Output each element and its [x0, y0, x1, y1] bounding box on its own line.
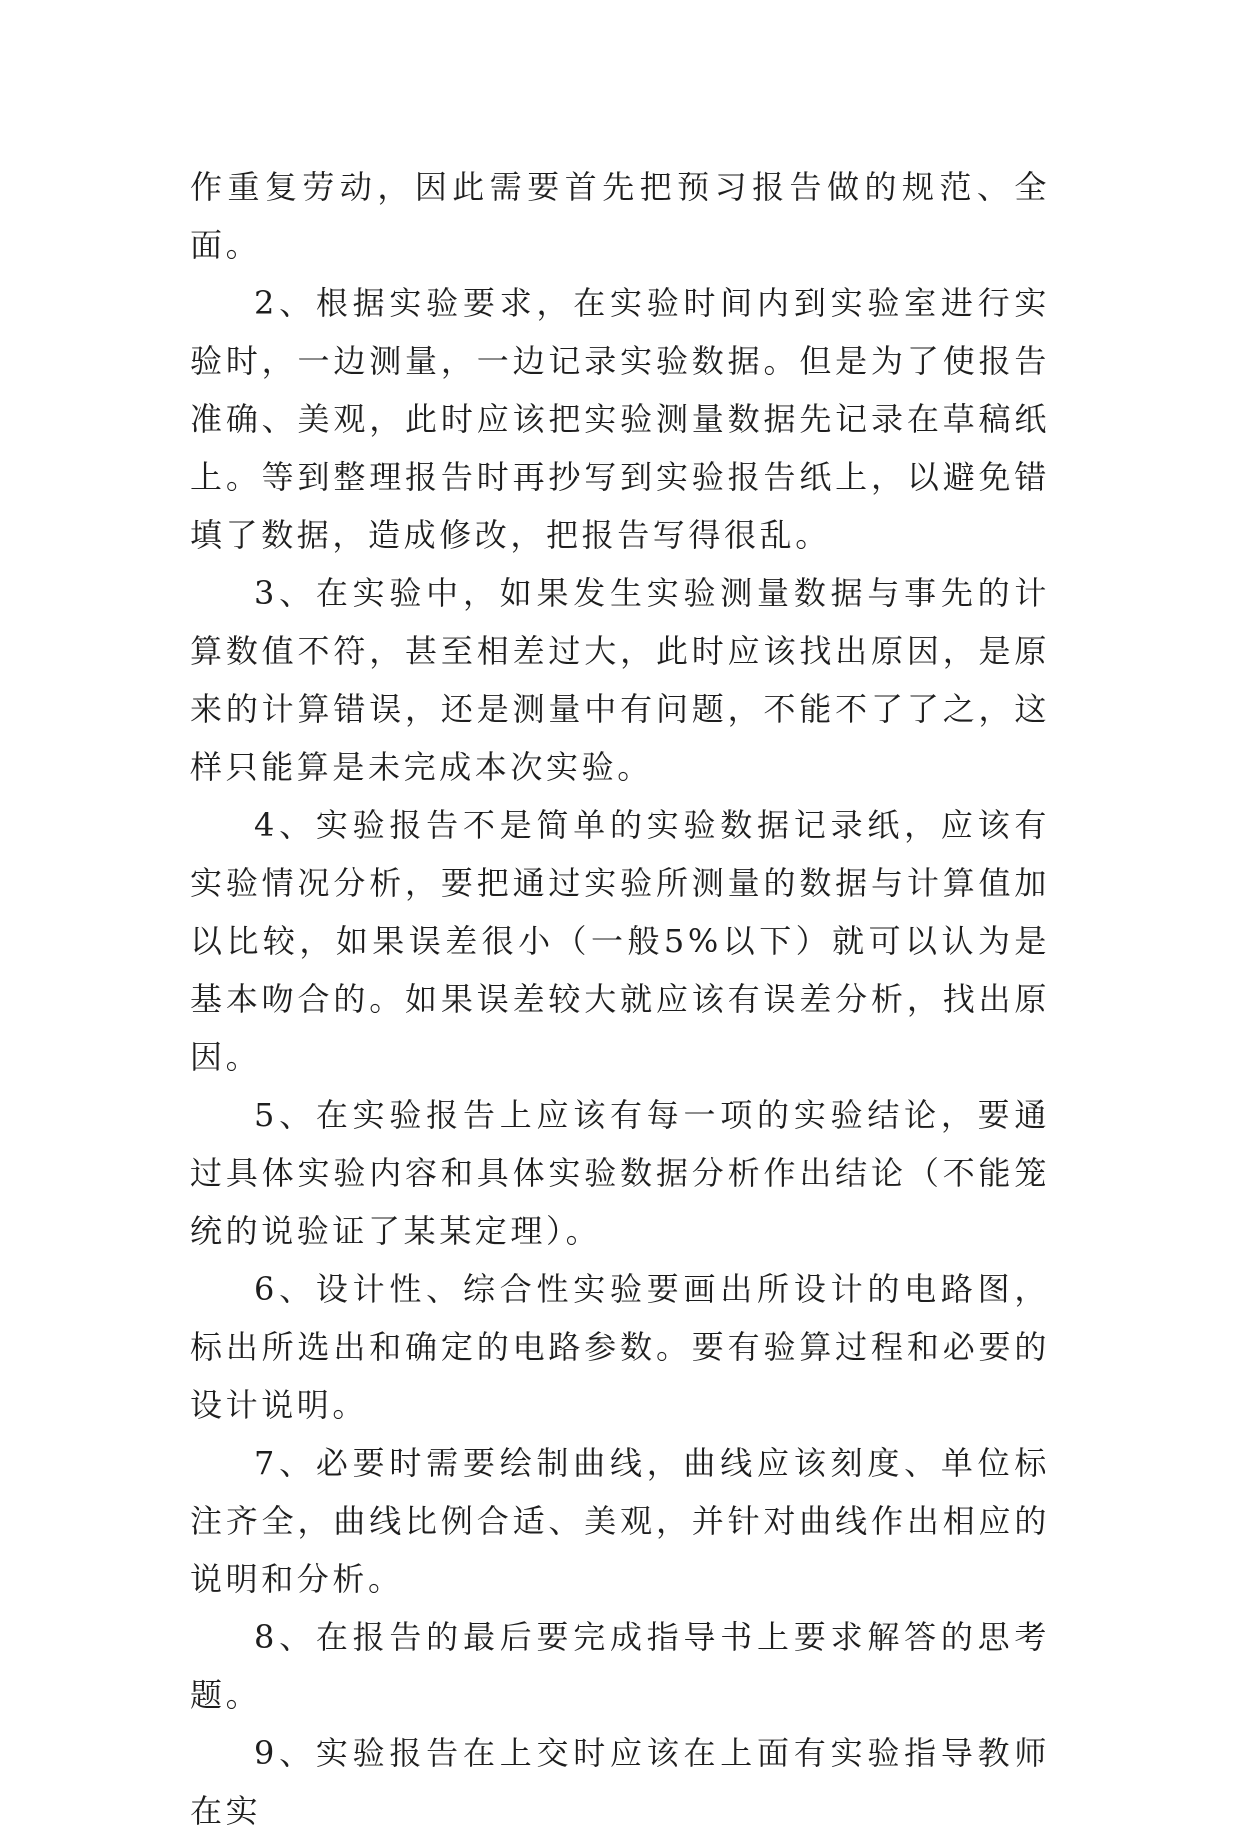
paragraph-item-5: 5、在实验报告上应该有每一项的实验结论，要通过具体实验内容和具体实验数据分析作出结论（不能笼统的说验证了某某定理）。: [190, 1096, 1050, 1250]
paragraph-item-4: 4、实验报告不是简单的实验数据记录纸，应该有实验情况分析，要把通过实验所测量的数据与计算值加以比较，如果误差很小（一般5%以下）就可以认为是基本吻合的。如果误差较大就应该有误差分析，找出原因。: [190, 806, 1050, 1076]
paragraph-item-7: 7、必要时需要绘制曲线，曲线应该刻度、单位标注齐全，曲线比例合适、美观，并针对曲线作出相应的说明和分析。: [190, 1444, 1050, 1598]
paragraph-item-8: 8、在报告的最后要完成指导书上要求解答的思考题。: [190, 1618, 1050, 1714]
document-body: [190, 158, 1050, 1840]
paragraph-continuation: 作重复劳动，因此需要首先把预习报告做的规范、全面。: [190, 168, 1050, 264]
paragraph-item-6: 6、设计性、综合性实验要画出所设计的电路图，标出所选出和确定的电路参数。要有验算过程和必要的设计说明。: [190, 1270, 1050, 1424]
paragraph-item-2: 2、根据实验要求，在实验时间内到实验室进行实验时，一边测量，一边记录实验数据。但是为了使报告准确、美观，此时应该把实验测量数据先记录在草稿纸上。等到整理报告时再抄写到实验报告纸上，以避免错填了数据，造成修改，把报告写得很乱。: [190, 284, 1050, 554]
paragraph-item-3: 3、在实验中，如果发生实验测量数据与事先的计算数值不符，甚至相差过大，此时应该找出原因，是原来的计算错误，还是测量中有问题，不能不了了之，这样只能算是未完成本次实验。: [190, 574, 1050, 786]
paragraph-item-9: 9、实验报告在上交时应该在上面有实验指导教师在实: [190, 1734, 1050, 1830]
